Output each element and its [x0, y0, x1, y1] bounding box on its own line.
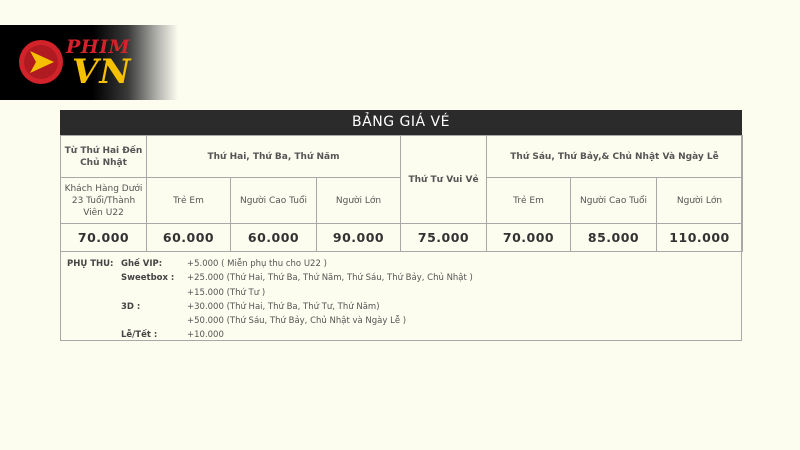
subheader-u22: Khách Hàng Dưới 23 Tuổi/Thành Viên U22	[61, 178, 147, 224]
surcharge-key: 3D :	[121, 301, 141, 312]
price-table	[60, 135, 743, 252]
price-mtt-child: 60.000	[147, 224, 231, 252]
price-list-panel	[60, 110, 742, 341]
play-arrow-icon	[18, 39, 64, 85]
header-fri-weekend-holiday: Thứ Sáu, Thứ Bảy,& Chủ Nhật Và Ngày Lễ	[487, 136, 743, 178]
logo-text-vn: VN	[72, 52, 132, 92]
price-u22: 70.000	[61, 224, 147, 252]
subheader-mtt-senior: Người Cao Tuổi	[231, 178, 317, 224]
table-price-row	[61, 224, 743, 252]
price-mtt-adult: 90.000	[317, 224, 401, 252]
surcharge-label: PHỤ THU:	[67, 259, 114, 269]
table-header-row	[61, 136, 743, 178]
surcharge-value: +5.000 ( Miễn phụ thu cho U22 )	[187, 259, 327, 269]
site-logo[interactable]	[0, 25, 178, 100]
price-wednesday: 75.000	[401, 224, 487, 252]
header-u22-all-week: Từ Thứ Hai Đến Chủ Nhật	[61, 136, 147, 178]
subheader-mtt-child: Trẻ Em	[147, 178, 231, 224]
subheader-mtt-adult: Người Lớn	[317, 178, 401, 224]
surcharge-key: Lễ/Tết :	[121, 330, 158, 341]
surcharge-key: Sweetbox :	[121, 273, 175, 284]
subheader-fw-senior: Người Cao Tuổi	[571, 178, 657, 224]
price-fw-senior: 85.000	[571, 224, 657, 252]
price-fw-child: 70.000	[487, 224, 571, 252]
price-mtt-senior: 60.000	[231, 224, 317, 252]
surcharge-value: +25.000 (Thứ Hai, Thứ Ba, Thứ Năm, Thứ Sáu, Thứ Bảy, Chủ Nhật )	[187, 273, 473, 284]
header-wednesday: Thứ Tư Vui Vẻ	[401, 136, 487, 224]
price-list-title: BẢNG GIÁ VÉ	[60, 110, 742, 135]
surcharge-value: +10.000	[187, 330, 224, 341]
surcharge-value: +15.000 (Thứ Tư )	[187, 287, 266, 298]
header-mon-tue-thu: Thứ Hai, Thứ Ba, Thứ Năm	[147, 136, 401, 178]
surcharge-value: +50.000 (Thứ Sáu, Thứ Bảy, Chủ Nhật và Ngày Lễ )	[187, 316, 407, 327]
subheader-fw-adult: Người Lớn	[657, 178, 743, 224]
surcharge-key: Ghế VIP:	[121, 259, 163, 269]
logo-text-phim: PHIM	[66, 36, 131, 58]
subheader-fw-child: Trẻ Em	[487, 178, 571, 224]
price-fw-adult: 110.000	[657, 224, 743, 252]
surcharge-value: +30.000 (Thứ Hai, Thứ Ba, Thứ Tư, Thứ Năm)	[187, 301, 380, 312]
